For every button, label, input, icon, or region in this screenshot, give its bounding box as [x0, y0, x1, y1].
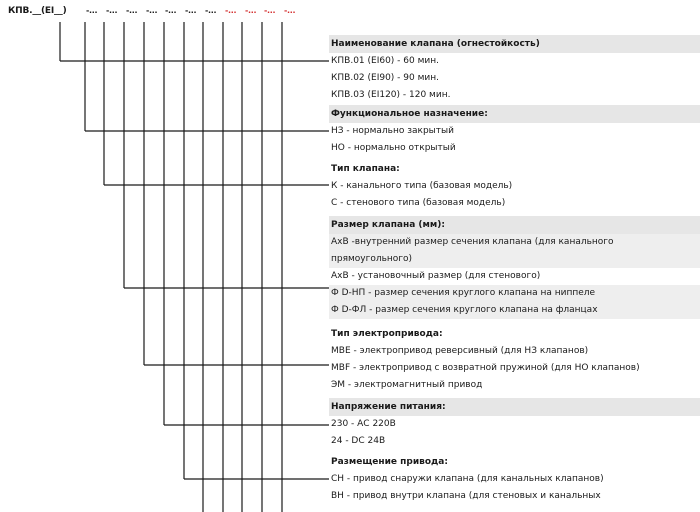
- block-line: Ф D-НП - размер сечения круглого клапана на ниппеле: [329, 285, 700, 302]
- block-title: Функциональное назначение:: [329, 105, 700, 123]
- block-line: КПВ.02 (EI90) - 90 мин.: [329, 70, 700, 87]
- code-segment: -...: [165, 6, 177, 15]
- block-line: КПВ.03 (EI120) - 120 мин.: [329, 87, 700, 104]
- block-line: MBF - электропривод с возвратной пружиной (для НО клапанов): [329, 360, 700, 377]
- block-line: ВН - привод внутри клапана (для стеновых и канальных: [329, 488, 700, 505]
- block-line: КПВ.01 (EI60) - 60 мин.: [329, 53, 700, 70]
- code-segment-optional: -...: [264, 6, 276, 15]
- code-segment-optional: -...: [245, 6, 257, 15]
- block-title: Размер клапана (мм):: [329, 216, 700, 234]
- block-line: прямоугольного): [329, 251, 700, 268]
- block-line: Ф D-ФЛ - размер сечения круглого клапана на фланцах: [329, 302, 700, 319]
- block-line: НО - нормально открытый: [329, 140, 700, 157]
- block-title: Наименование клапана (огнестойкость): [329, 35, 700, 53]
- block-line: НЗ - нормально закрытый: [329, 123, 700, 140]
- block-actuator-placement: [329, 453, 700, 505]
- code-segment: -...: [106, 6, 118, 15]
- block-title: Тип клапана:: [329, 160, 700, 178]
- block-line: MBE - электропривод реверсивный (для НЗ клапанов): [329, 343, 700, 360]
- code-segment: -...: [185, 6, 197, 15]
- code-segment: -...: [205, 6, 217, 15]
- code-segment: -...: [146, 6, 158, 15]
- block-line: К - канального типа (базовая модель): [329, 178, 700, 195]
- code-segment-optional: -...: [284, 6, 296, 15]
- block-line: 24 - DC 24В: [329, 433, 700, 450]
- block-title: Тип электропривода:: [329, 325, 700, 343]
- block-line: 230 - АС 220В: [329, 416, 700, 433]
- block-title: Напряжение питания:: [329, 398, 700, 416]
- block-valve-type: [329, 160, 700, 212]
- block-line: ЭМ - электромагнитный привод: [329, 377, 700, 394]
- block-line: С - стенового типа (базовая модель): [329, 195, 700, 212]
- block-valve-name: [329, 35, 700, 104]
- code-segment: -...: [126, 6, 138, 15]
- block-function: [329, 105, 700, 157]
- block-line: АхВ - установочный размер (для стенового): [329, 268, 700, 285]
- block-valve-size: [329, 216, 700, 319]
- code-prefix: КПВ.__(EI__): [8, 6, 67, 16]
- block-line: АхВ -внутренний размер сечения клапана (для канального: [329, 234, 700, 251]
- block-title: Размещение привода:: [329, 453, 700, 471]
- code-segment: -...: [86, 6, 98, 15]
- block-supply-voltage: [329, 398, 700, 450]
- block-actuator-type: [329, 325, 700, 394]
- code-segment-optional: -...: [225, 6, 237, 15]
- block-line: СН - привод снаружи клапана (для канальных клапанов): [329, 471, 700, 488]
